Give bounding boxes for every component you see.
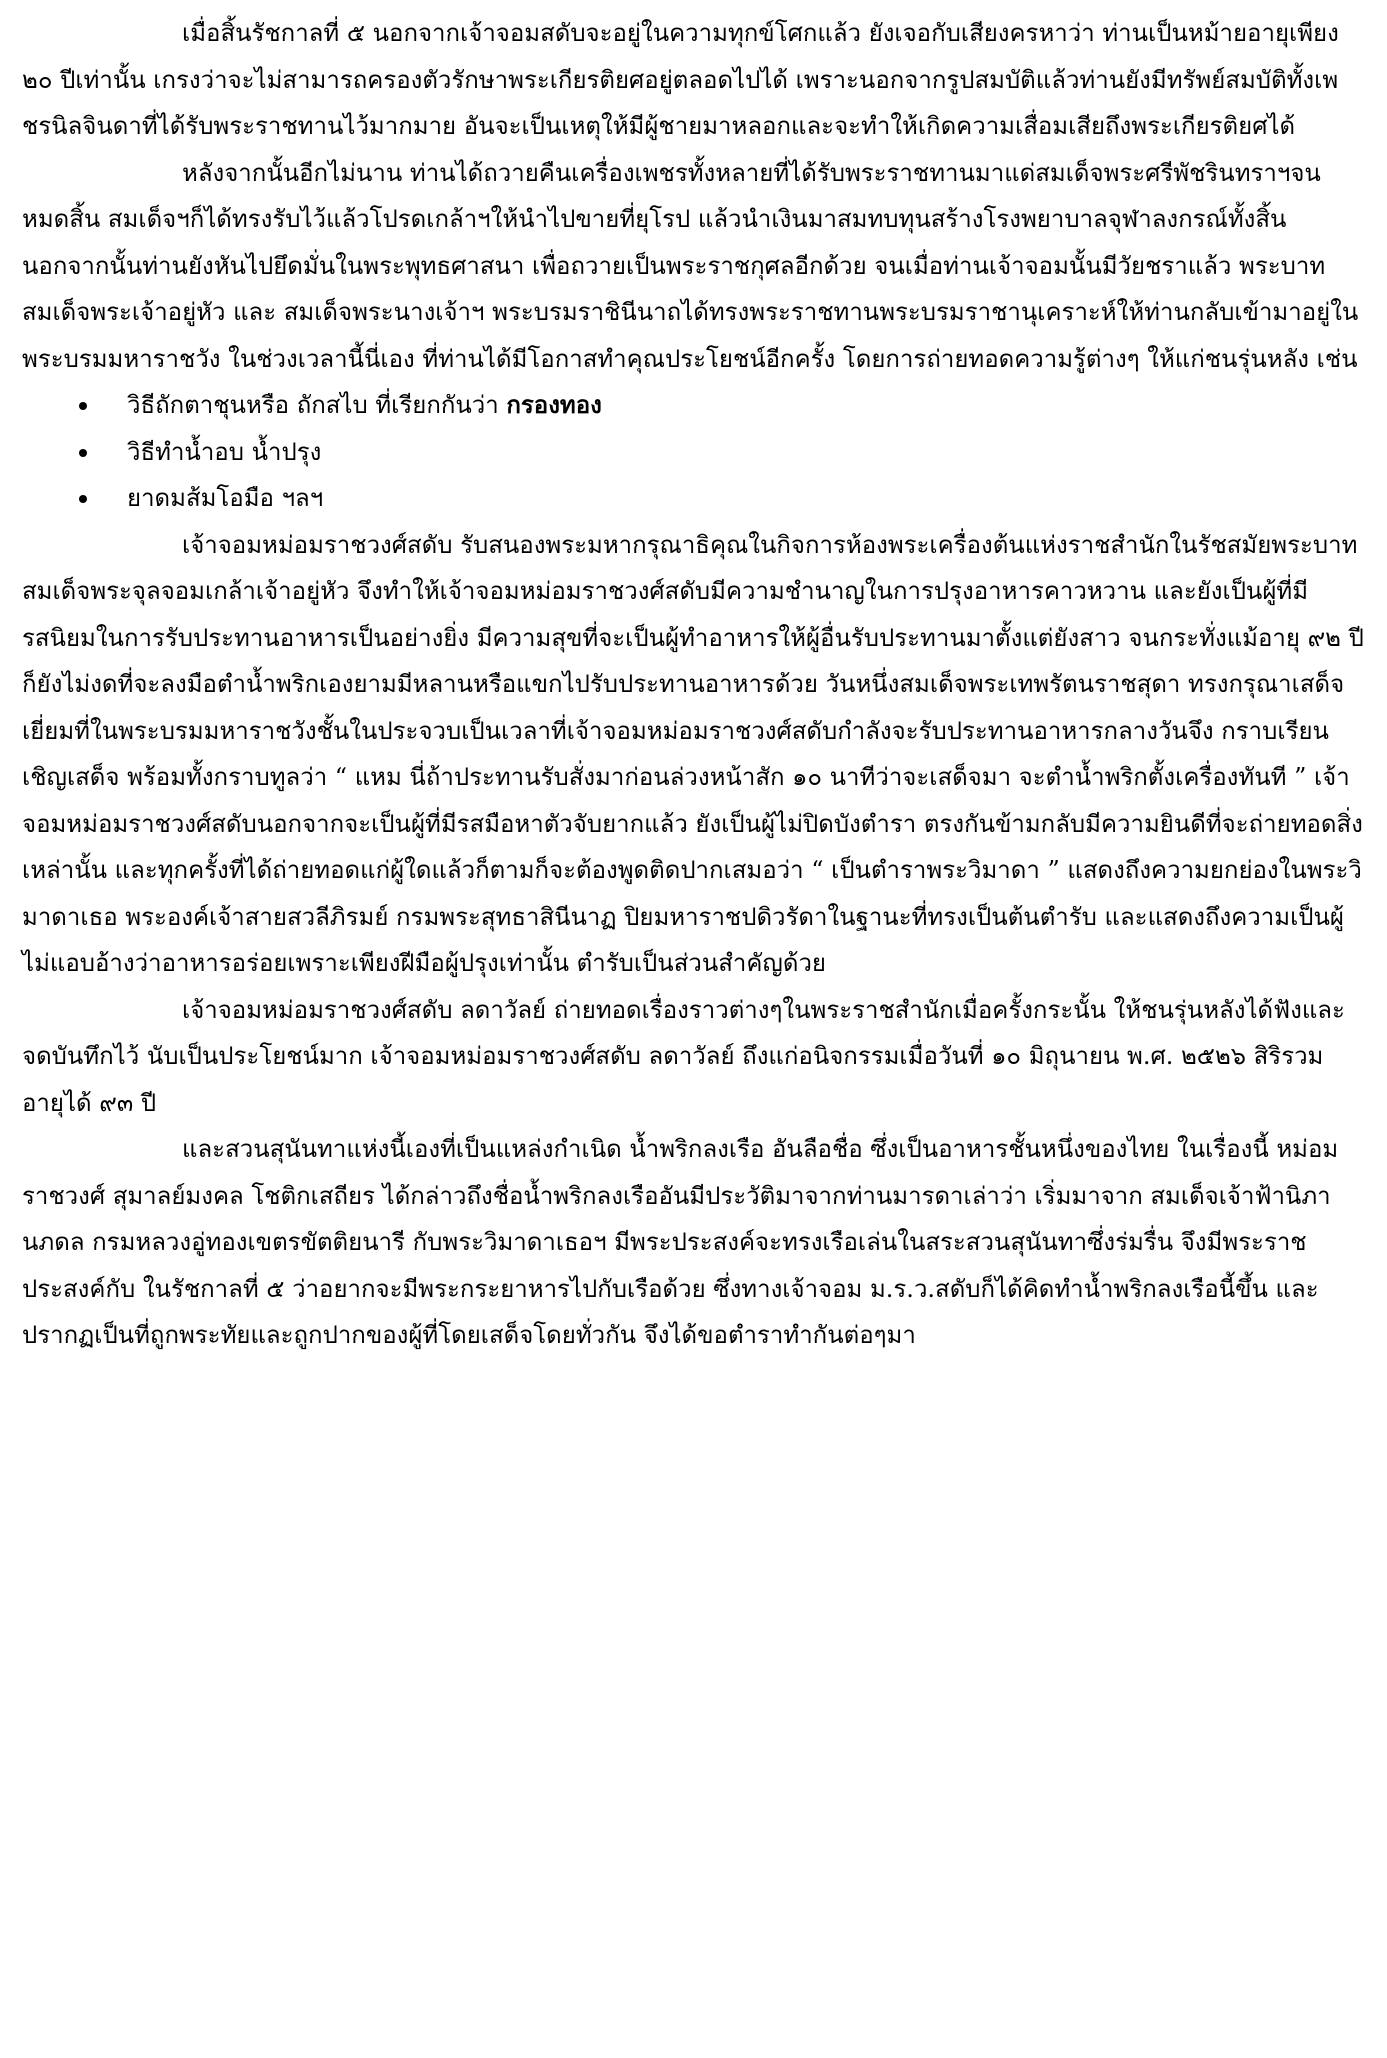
bullet-icon — [79, 402, 87, 410]
list-item-emphasis: กรองทอง — [506, 390, 602, 419]
list-item — [22, 475, 1365, 522]
bullet-icon — [79, 449, 87, 457]
paragraph-nam-prik-long-ruea: และสวนสุนันทาแห่งนี้เองที่เป็นแหล่งกำเนิด น้ำพริกลงเรือ อันลือชื่อ ซึ่งเป็นอาหารชั้นหนึ่งของไทย ในเรื่องนี้ หม่อมราชวงศ์ สุมาลย์มงคล โชติกเสถียร ได้กล่าวถึงชื่อน้ำพริกลงเรืออันมีประวัติมาจากท่านมารดาเล่าว่า เริ่มมาจาก สมเด็จเจ้าฟ้านิภานภดล กรมหลวงอู่ทองเขตรขัตติยนารี กับพระวิมาดาเธอฯ มีพระประสงค์จะทรงเรือเล่นในสระสวนสุนันทาซึ่งร่มรื่น จึงมีพระราชประสงค์กับ ในรัชกาลที่ ๕ ว่าอยากจะมีพระกระยาหารไปกับเรือด้วย ซึ่งทางเจ้าจอม ม.ร.ว.สดับก็ได้คิดทำน้ำพริกลงเรือนี้ขึ้น และปรากฏเป็นที่ถูกพระทัยและถูกปากของผู้ที่โดยเสด็จโดยทั่วกัน จึงได้ขอตำราทำกันต่อๆมา — [22, 1135, 1339, 1349]
paragraph-royal-kitchen: เจ้าจอมหม่อมราชวงศ์สดับ รับสนองพระมหากรุณาธิคุณในกิจการห้องพระเครื่องต้นแห่งราชสำนักในรัชสมัยพระบาทสมเด็จพระจุลจอมเกล้าเจ้าอยู่หัว จึงทำให้เจ้าจอมหม่อมราชวงศ์สดับมีความชำนาญในการปรุงอาหารคาวหวาน และยังเป็นผู้ที่มีรสนิยมในการรับประทานอาหารเป็นอย่างยิ่ง มีความสุขที่จะเป็นผู้ทำอาหารให้ผู้อื่นรับประทานมาตั้งแต่ยังสาว จนกระทั่งแม้อายุ ๙๒ ปี ก็ยังไม่งดที่จะลงมือตำน้ำพริกเองยามมีหลานหรือแขกไปรับประทานอาหารด้วย วันหนึ่งสมเด็จพระเทพรัตนราชสุดา ทรงกรุณาเสด็จเยี่ยมที่ในพระบรมมหาราชวังชั้นในประจวบเป็นเวลาที่เจ้าจอมหม่อมราชวงศ์สดับกำลังจะรับประทานอาหารกลางวันจึง กราบเรียนเชิญเสด็จ พร้อมทั้งกราบทูลว่า “ แหม นี่ถ้าประทานรับสั่งมาก่อนล่วงหน้าสัก ๑๐ นาทีว่าจะเสด็จมา จะตำน้ำพริกตั้งเครื่องทันที ” เจ้าจอมหม่อมราชวงศ์สดับนอกจากจะเป็นผู้ที่มีรสมือหาตัวจับยากแล้ว ยังเป็นผู้ไม่ปิดบังตำรา ตรงกันข้ามกลับมีความยินดีที่จะถ่ายทอดสิ่งเหล่านั้น และทุกครั้งที่ได้ถ่ายทอดแก่ผู้ใดแล้วก็ตามก็จะต้องพูดติดปากเสมอว่า “ เป็นตำราพระวิมาดา ” แสดงถึงความยกย่องในพระวิมาดาเธอ พระองค์เจ้าสายสวลีภิรมย์ กรมพระสุทธาสินีนาฏ ปิยมหาราชปดิวรัดาในฐานะที่ทรงเป็นต้นตำรับ และแสดงถึงความเป็นผู้ไม่แอบอ้างว่าอาหารอร่อยเพราะเพียงฝีมือผู้ปรุงเท่านั้น ตำรับเป็นส่วนสำคัญด้วย — [22, 530, 1364, 977]
list-item-text: วิธีถักตาชุนหรือ ถักสไบ ที่เรียกกันว่า — [127, 391, 507, 419]
paragraph-jewels-returned: หลังจากนั้นอีกไม่นาน ท่านได้ถวายคืนเครื่องเพชรทั้งหลายที่ได้รับพระราชทานมาแด่สมเด็จพระศรีพัชรินทราฯจนหมดสิ้น สมเด็จฯก็ได้ทรงรับไว้แล้วโปรดเกล้าฯให้นำไปขายที่ยุโรป แล้วนำเงินมาสมทบทุนสร้างโรงพยาบาลจุฬาลงกรณ์ทั้งสิ้น นอกจากนั้นท่านยังหันไปยึดมั่นในพระพุทธศาสนา เพื่อถวายเป็นพระราชกุศลอีกด้วย จนเมื่อท่านเจ้าจอมนั้นมีวัยชราแล้ว พระบาทสมเด็จพระเจ้าอยู่หัว และ สมเด็จพระนางเจ้าฯ พระบรมราชินีนาถได้ทรงพระราชทานพระบรมราชานุเคราะห์ให้ท่านกลับเข้ามาอยู่ในพระบรมมหาราชวัง ในช่วงเวลานี้นี่เอง ที่ท่านได้มีโอกาสทำคุณประโยชน์อีกครั้ง โดยการถ่ายทอดความรู้ต่างๆ ให้แก่ชนรุ่นหลัง เช่น — [22, 158, 1359, 373]
knowledge-list — [22, 382, 1365, 522]
paragraph-aftermath-reign-5: เมื่อสิ้นรัชกาลที่ ๕ นอกจากเจ้าจอมสดับจะอยู่ในความทุกข์โศกแล้ว ยังเจอกับเสียงครหาว่า ท่านเป็นหม้ายอายุเพียง ๒๐ ปีเท่านั้น เกรงว่าจะไม่สามารถครองตัวรักษาพระเกียรติยศอยู่ตลอดไปได้ เพราะนอกจากรูปสมบัติแล้วท่านยังมีทรัพย์สมบัติทั้งเพชรนิลจินดาที่ได้รับพระราชทานไว้มากมาย อันจะเป็นเหตุให้มีผู้ชายมาหลอกและจะทำให้เกิดความเสื่อมเสียถึงพระเกียรติยศได้ — [22, 19, 1339, 140]
list-item — [22, 429, 1365, 476]
bullet-icon — [79, 495, 87, 503]
list-item-text: ยาดมส้มโอมือ ฯลฯ — [127, 484, 324, 512]
list-item-text: วิธีทำน้ำอบ น้ำปรุง — [127, 437, 322, 466]
list-item — [22, 382, 1365, 429]
paragraph-legacy-death: เจ้าจอมหม่อมราชวงศ์สดับ ลดาวัลย์ ถ่ายทอดเรื่องราวต่างๆในพระราชสำนักเมื่อครั้งกระนั้น ให้ชนรุ่นหลังได้ฟังและจดบันทึกไว้ นับเป็นประโยชน์มาก เจ้าจอมหม่อมราชวงศ์สดับ ลดาวัลย์ ถึงแก่อนิจกรรมเมื่อวันที่ ๑๐ มิถุนายน พ.ศ. ๒๕๒๖ สิริรวมอายุได้ ๙๓ ปี — [22, 995, 1345, 1117]
